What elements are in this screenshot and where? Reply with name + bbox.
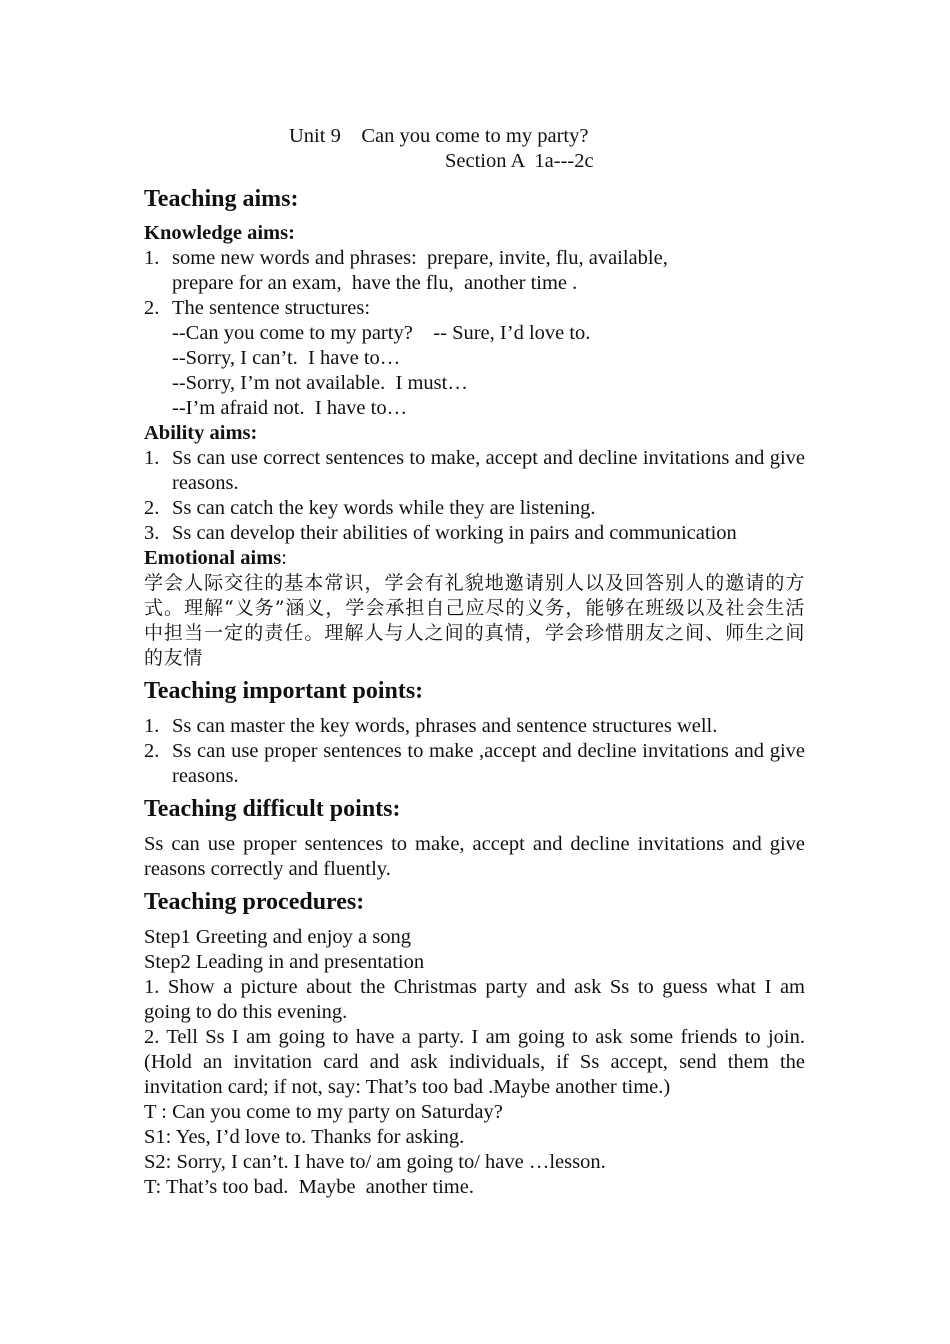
unit-title: Unit 9 Can you come to my party? bbox=[289, 125, 589, 147]
dialogue-line: --Sorry, I’m not available. I must… bbox=[172, 372, 468, 394]
lesson-plan-page bbox=[144, 124, 805, 1200]
important-item-text: Ss can master the key words, phrases and sentence structures well. bbox=[172, 715, 718, 737]
dialogue-line: S1: Yes, I’d love to. Thanks for asking. bbox=[144, 1126, 465, 1148]
procedure-paragraph-2: 2. Tell Ss I am going to have a party. I am going to ask some friends to join. (Hold an invitation card and ask individuals, if Ss accept, send them the invitation card; if not, say: That’s too bad .Maybe another time.) bbox=[144, 1026, 805, 1098]
list-number: 2. bbox=[144, 497, 160, 519]
emotional-aims-colon: : bbox=[281, 547, 287, 569]
important-item bbox=[144, 739, 805, 789]
list-number: 2. bbox=[144, 740, 160, 762]
important-points-heading: Teaching important points: bbox=[144, 678, 424, 704]
dialogue-line: --I’m afraid not. I have to… bbox=[172, 397, 408, 419]
ability-item-text: Ss can use correct sentences to make, accept and decline invitations and give reasons. bbox=[172, 447, 805, 494]
difficult-points-text: Ss can use proper sentences to make, accept and decline invitations and give reasons correctly and fluently. bbox=[144, 833, 805, 880]
procedures-heading: Teaching procedures: bbox=[144, 889, 365, 915]
ability-item bbox=[144, 521, 805, 546]
important-item bbox=[144, 714, 805, 739]
emotional-aims-text: 学会人际交往的基本常识，学会有礼貌地邀请别人以及回答别人的邀请的方式。理解“义务”涵义，学会承担自己应尽的义务，能够在班级以及社会生活中担当一定的责任。理解人与人之间的真情，学会珍惜朋友之间、师生之间的友情 bbox=[144, 572, 805, 669]
list-number: 1. bbox=[144, 447, 160, 469]
ability-item-text: Ss can develop their abilities of working in pairs and communication bbox=[172, 522, 737, 544]
ability-item bbox=[144, 446, 805, 496]
emotional-aims-label-line bbox=[144, 546, 805, 571]
important-item-text: Ss can use proper sentences to make ,accept and decline invitations and give reasons. bbox=[172, 740, 805, 787]
knowledge-item-1 bbox=[144, 246, 805, 296]
dialogue-line: --Sorry, I can’t. I have to… bbox=[172, 347, 401, 369]
knowledge-item-2 bbox=[144, 296, 805, 421]
list-number: 1. bbox=[144, 715, 160, 737]
list-number: 3. bbox=[144, 522, 160, 544]
list-number: 2. bbox=[144, 297, 160, 319]
difficult-points-heading: Teaching difficult points: bbox=[144, 796, 401, 822]
emotional-aims-label: Emotional aims bbox=[144, 547, 282, 569]
knowledge-item-2-line1: The sentence structures: bbox=[172, 297, 371, 319]
knowledge-aims-label: Knowledge aims: bbox=[144, 222, 295, 244]
procedure-paragraph-1: 1. Show a picture about the Christmas party and ask Ss to guess what I am going to do this evening. bbox=[144, 976, 805, 1023]
ability-item bbox=[144, 496, 805, 521]
section-title: Section A 1a---2c bbox=[445, 150, 594, 172]
step2: Step2 Leading in and presentation bbox=[144, 951, 425, 973]
dialogue-line: T: That’s too bad. Maybe another time. bbox=[144, 1176, 474, 1198]
dialogue-line: T : Can you come to my party on Saturday? bbox=[144, 1101, 503, 1123]
teaching-aims-heading: Teaching aims: bbox=[144, 186, 299, 212]
knowledge-item-1-line1: some new words and phrases: prepare, invite, flu, available, bbox=[172, 247, 668, 269]
list-number: 1. bbox=[144, 247, 160, 269]
dialogue-line: --Can you come to my party? -- Sure, I’d love to. bbox=[172, 322, 591, 344]
ability-item-text: Ss can catch the key words while they are listening. bbox=[172, 497, 596, 519]
dialogue-line: S2: Sorry, I can’t. I have to/ am going to/ have …lesson. bbox=[144, 1151, 606, 1173]
step1: Step1 Greeting and enjoy a song bbox=[144, 926, 412, 948]
ability-aims-label: Ability aims: bbox=[144, 422, 258, 444]
knowledge-item-1-line2: prepare for an exam, have the flu, another time . bbox=[172, 272, 578, 294]
